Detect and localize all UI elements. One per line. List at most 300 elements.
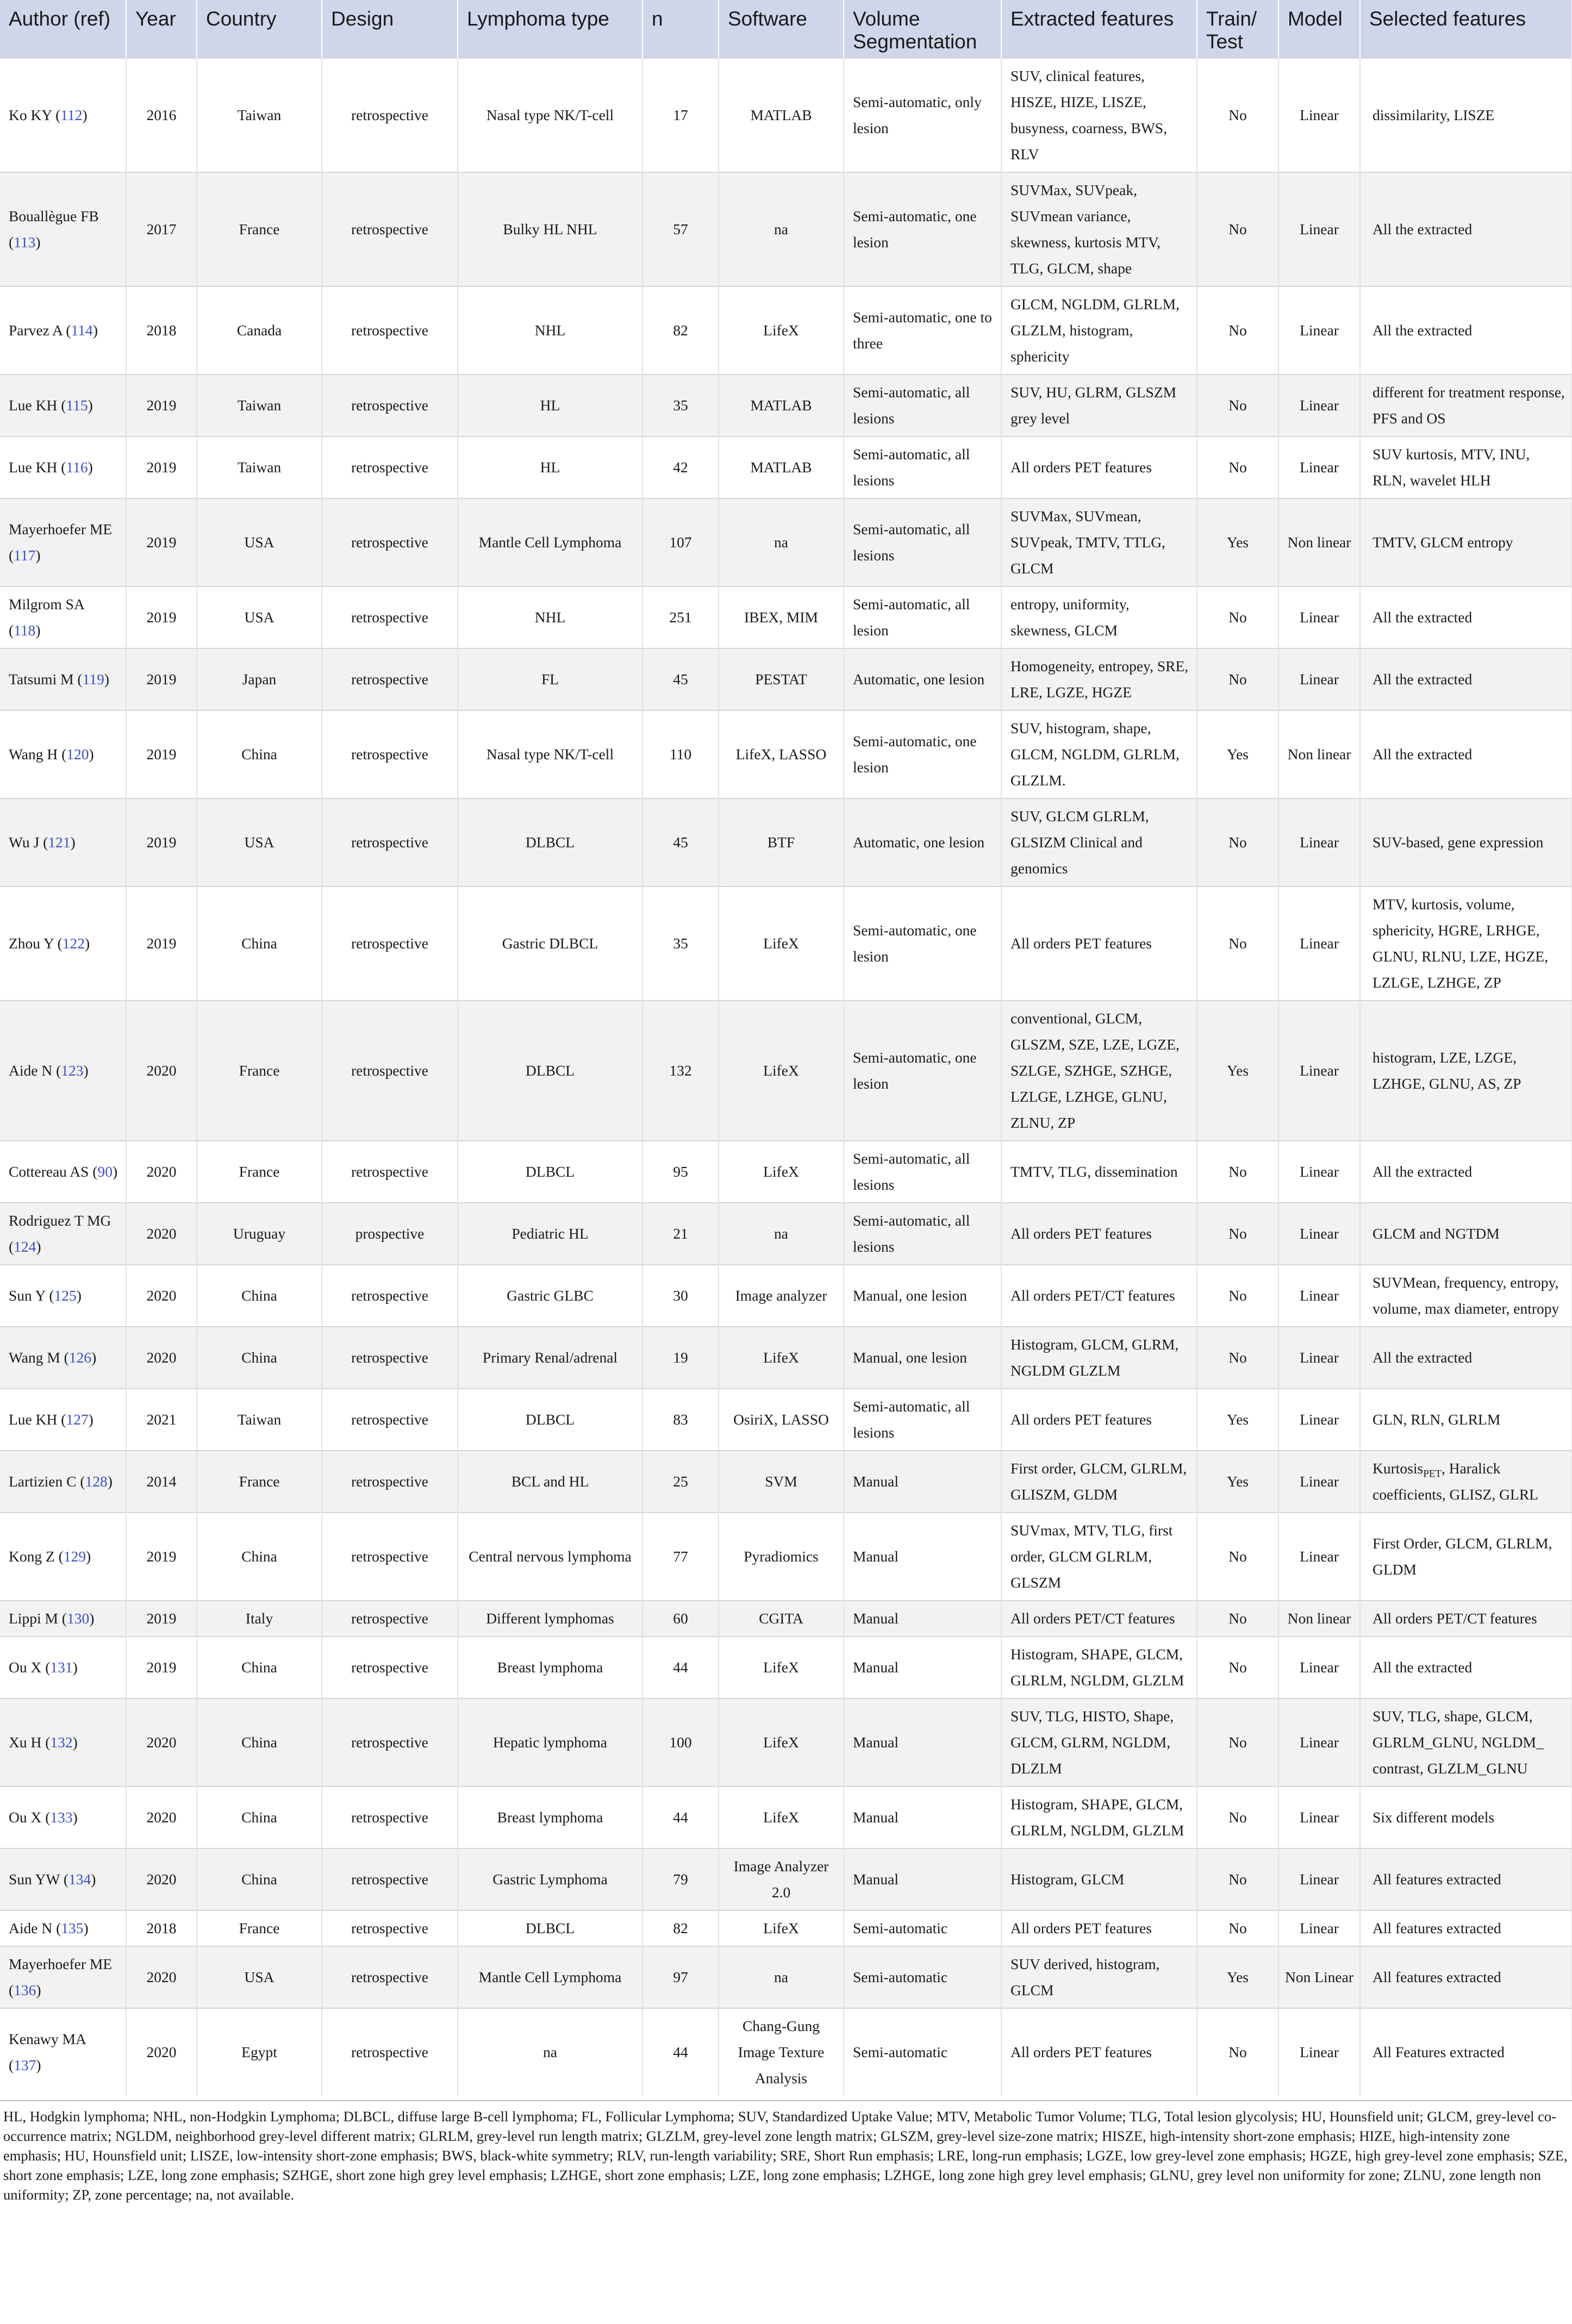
table-body — [0, 58, 1572, 2096]
header-row — [0, 0, 1572, 58]
cell-selected-features: MTV, kurtosis, volume, sphericity, HGRE, LRHGE, GLNU, RLNU, LZE, HGZE, LZLGE, LZHGE, ZP — [1360, 886, 1572, 1001]
cell-n: 35 — [642, 374, 719, 436]
cell-train-test: No — [1197, 1848, 1278, 1910]
cell-software: OsiriX, LASSO — [719, 1389, 844, 1451]
cell-year: 2020 — [126, 1946, 197, 2008]
cell-model: Linear — [1278, 58, 1360, 172]
cell-lymphoma-type: FL — [458, 648, 642, 710]
reference-link[interactable]: 126 — [68, 1349, 92, 1366]
cell-year: 2020 — [126, 1265, 197, 1327]
cell-extracted-features: SUV, clinical features, HISZE, HIZE, LISZE, busyness, coarness, BWS, RLV — [1001, 58, 1197, 172]
cell-lymphoma-type: Primary Renal/adrenal — [458, 1327, 642, 1389]
cell-extracted-features: All orders PET features — [1001, 1389, 1197, 1451]
cell-country: France — [197, 1001, 322, 1141]
cell-selected-features: All the extracted — [1360, 1636, 1572, 1698]
cell-lymphoma-type: Breast lymphoma — [458, 1636, 642, 1698]
cell-software: na — [719, 498, 844, 586]
cell-train-test: No — [1197, 1910, 1278, 1946]
header-n: n — [642, 0, 719, 58]
cell-model: Linear — [1278, 374, 1360, 436]
cell-year: 2019 — [126, 1636, 197, 1698]
cell-design: retrospective — [322, 1513, 458, 1601]
table-row — [0, 1848, 1572, 1910]
author-name: Zhou Y — [9, 935, 54, 952]
header-selected-features: Selected features — [1360, 0, 1572, 58]
reference-link[interactable]: 114 — [71, 322, 93, 339]
cell-volume-segmentation: Semi-automatic, all lesion — [844, 586, 1001, 648]
header-author: Author (ref) — [0, 0, 126, 58]
cell-n: 132 — [642, 1001, 719, 1141]
cell-volume-segmentation: Manual — [844, 1636, 1001, 1698]
cell-design: retrospective — [322, 498, 458, 586]
table-row — [0, 1389, 1572, 1451]
cell-train-test: No — [1197, 1636, 1278, 1698]
cell-n: 95 — [642, 1141, 719, 1203]
cell-volume-segmentation: Semi-automatic, all lesions — [844, 1389, 1001, 1451]
reference-link[interactable]: 136 — [14, 1982, 36, 1998]
cell-n: 60 — [642, 1601, 719, 1636]
cell-year: 2019 — [126, 498, 197, 586]
reference-link[interactable]: 130 — [66, 1610, 90, 1627]
header-volume-segmentation: Volume Segmentation — [844, 0, 1001, 58]
cell-author: Kenawy MA (137) — [0, 2008, 126, 2096]
cell-design: retrospective — [322, 2008, 458, 2096]
cell-model: Linear — [1278, 1786, 1360, 1848]
cell-volume-segmentation: Semi-automatic, only lesion — [844, 58, 1001, 172]
cell-author: Xu H (132) — [0, 1698, 126, 1786]
footnote-text: HL, Hodgkin lymphoma; NHL, non-Hodgkin Lymphoma; DLBCL, diffuse large B-cell lymphoma; FL, Follicular Lymphoma; SUV, Standardized Uptake Value; MTV, Metabolic Tumor Volume; TLG, Total lesion glycolysis; HU, Hounsfield unit; GLCM, grey-level co-occurrence matrix; NGLDM, neighborhood grey-level different matrix; GLRLM, grey-level run length matrix; GLZLM, grey-level zone length matrix; GLSZM, grey-level size-zone matrix; HISZE, high-intensity short-zone emphasis; HIZE, high-intensity zone emphasis; HU, Hounsfield unit; LISZE, low-intensity short-zone emphasis; BWS, black-white symmetry; RLV, run-length variability; SRE, Short Run emphasis; LRE, long-run emphasis; LGZE, low grey-level zone emphasis; HGZE, high grey-level zone emphasis; SZE, short zone emphasis; LZE, long zone emphasis; SZHGE, short zone high grey level emphasis; LZHGE, short zone emphasis; LZE, long zone emphasis; LZHGE, long zone high grey level emphasis; GLNU, grey level non uniformity for zone; ZLNU, zone length non uniformity; ZP, zone percentage; na, not available. — [3, 2108, 1568, 2203]
cell-train-test: Yes — [1197, 498, 1278, 586]
cell-lymphoma-type: Mantle Cell Lymphoma — [458, 1946, 642, 2008]
cell-train-test: No — [1197, 1141, 1278, 1203]
cell-n: 45 — [642, 648, 719, 710]
author-name: Sun Y — [9, 1287, 46, 1304]
cell-lymphoma-type: DLBCL — [458, 1141, 642, 1203]
table-row — [0, 1513, 1572, 1601]
cell-country: China — [197, 1327, 322, 1389]
cell-lymphoma-type: Breast lymphoma — [458, 1786, 642, 1848]
reference-link[interactable]: 90 — [97, 1163, 113, 1180]
header-lymphoma-type: Lymphoma type — [458, 0, 642, 58]
cell-extracted-features: Histogram, SHAPE, GLCM, GLRLM, NGLDM, GLZLM — [1001, 1786, 1197, 1848]
cell-software: LifeX — [719, 1698, 844, 1786]
reference-link[interactable]: 120 — [66, 746, 89, 763]
cell-author: Lippi M (130) — [0, 1601, 126, 1636]
cell-software: Pyradiomics — [719, 1513, 844, 1601]
cell-software: IBEX, MIM — [719, 586, 844, 648]
author-name: Aide N — [9, 1920, 53, 1936]
cell-year: 2018 — [126, 1910, 197, 1946]
cell-volume-segmentation: Semi-automatic, one lesion — [844, 1001, 1001, 1141]
cell-model: Linear — [1278, 1203, 1360, 1265]
cell-volume-segmentation: Semi-automatic — [844, 1910, 1001, 1946]
cell-model: Linear — [1278, 886, 1360, 1001]
cell-year: 2020 — [126, 2008, 197, 2096]
cell-train-test: No — [1197, 1203, 1278, 1265]
cell-extracted-features: Homogeneity, entropey, SRE, LRE, LGZE, HGZE — [1001, 648, 1197, 710]
cell-lymphoma-type: HL — [458, 436, 642, 498]
author-name: Sun YW — [9, 1871, 60, 1888]
cell-year: 2019 — [126, 374, 197, 436]
cell-train-test: No — [1197, 1513, 1278, 1601]
author-name: Mayerhoefer ME — [9, 1956, 113, 1972]
cell-selected-features: dissimilarity, LISZE — [1360, 58, 1572, 172]
table-row — [0, 374, 1572, 436]
table-header — [0, 0, 1572, 58]
cell-author: Lartizien C (128) — [0, 1451, 126, 1513]
reference-link[interactable]: 134 — [68, 1871, 91, 1888]
author-name: Parvez A — [9, 322, 63, 339]
cell-extracted-features: All orders PET features — [1001, 2008, 1197, 2096]
table-row — [0, 498, 1572, 586]
cell-lymphoma-type: Bulky HL NHL — [458, 172, 642, 286]
cell-country: USA — [197, 498, 322, 586]
cell-software: LifeX — [719, 1141, 844, 1203]
cell-train-test: No — [1197, 1265, 1278, 1327]
cell-year: 2020 — [126, 1786, 197, 1848]
cell-n: 30 — [642, 1265, 719, 1327]
cell-n: 21 — [642, 1203, 719, 1265]
author-name: Tatsumi M — [9, 671, 74, 688]
author-name: Lue KH — [9, 397, 58, 414]
cell-n: 45 — [642, 798, 719, 886]
cell-volume-segmentation: Manual, one lesion — [844, 1265, 1001, 1327]
cell-volume-segmentation: Manual — [844, 1786, 1001, 1848]
cell-n: 110 — [642, 710, 719, 798]
cell-volume-segmentation: Manual — [844, 1601, 1001, 1636]
cell-design: retrospective — [322, 586, 458, 648]
reference-link[interactable]: 118 — [14, 622, 36, 639]
cell-author: Mayerhoefer ME (117) — [0, 498, 126, 586]
cell-author: Milgrom SA (118) — [0, 586, 126, 648]
cell-country: China — [197, 1786, 322, 1848]
cell-year: 2019 — [126, 648, 197, 710]
cell-model: Linear — [1278, 1848, 1360, 1910]
table-row — [0, 2008, 1572, 2096]
reference-link[interactable]: 137 — [14, 2057, 36, 2073]
cell-train-test: No — [1197, 172, 1278, 286]
cell-volume-segmentation: Automatic, one lesion — [844, 648, 1001, 710]
reference-link[interactable]: 135 — [61, 1920, 84, 1936]
cell-train-test: Yes — [1197, 1389, 1278, 1451]
cell-train-test: No — [1197, 648, 1278, 710]
reference-link[interactable]: 123 — [61, 1062, 84, 1079]
cell-design: retrospective — [322, 1001, 458, 1141]
table-row — [0, 1265, 1572, 1327]
cell-volume-segmentation: Automatic, one lesion — [844, 798, 1001, 886]
cell-design: retrospective — [322, 710, 458, 798]
author-name: Mayerhoefer ME — [9, 521, 113, 538]
cell-author: Parvez A (114) — [0, 286, 126, 374]
cell-extracted-features: SUVmax, MTV, TLG, first order, GLCM GLRLM, GLSZM — [1001, 1513, 1197, 1601]
cell-n: 35 — [642, 886, 719, 1001]
table-row — [0, 1601, 1572, 1636]
cell-n: 79 — [642, 1848, 719, 1910]
cell-author: Ou X (133) — [0, 1786, 126, 1848]
cell-extracted-features: SUV derived, histogram, GLCM — [1001, 1946, 1197, 2008]
cell-author: Ko KY (112) — [0, 58, 126, 172]
cell-model: Non linear — [1278, 1601, 1360, 1636]
author-name: Ou X — [9, 1659, 42, 1676]
cell-model: Linear — [1278, 2008, 1360, 2096]
author-name: Aide N — [9, 1062, 53, 1079]
cell-n: 57 — [642, 172, 719, 286]
cell-software: BTF — [719, 798, 844, 886]
cell-year: 2019 — [126, 586, 197, 648]
reference-link[interactable]: 127 — [66, 1411, 89, 1428]
selected-rest: , Haralick coefficients, GLISZ, GLRL — [1373, 1460, 1538, 1503]
cell-design: retrospective — [322, 1636, 458, 1698]
cell-country: Taiwan — [197, 374, 322, 436]
reference-link[interactable]: 124 — [14, 1238, 36, 1255]
cell-selected-features: SUVMean, frequency, entropy, volume, max diameter, entropy — [1360, 1265, 1572, 1327]
cell-software: MATLAB — [719, 374, 844, 436]
cell-design: prospective — [322, 1203, 458, 1265]
cell-country: China — [197, 1636, 322, 1698]
reference-link[interactable]: 125 — [54, 1287, 77, 1304]
cell-software: LifeX — [719, 286, 844, 374]
cell-selected-features: All the extracted — [1360, 1141, 1572, 1203]
cell-selected-features: TMTV, GLCM entropy — [1360, 498, 1572, 586]
cell-model: Linear — [1278, 1451, 1360, 1513]
reference-link[interactable]: 117 — [14, 547, 36, 564]
cell-lymphoma-type: DLBCL — [458, 1001, 642, 1141]
cell-design: retrospective — [322, 1141, 458, 1203]
cell-model: Linear — [1278, 586, 1360, 648]
cell-extracted-features: conventional, GLCM, GLSZM, SZE, LZE, LGZE, SZLGE, SZHGE, SZHGE, LZLGE, LZHGE, GLNU, ZLNU, ZP — [1001, 1001, 1197, 1141]
reference-link[interactable]: 119 — [82, 671, 104, 688]
cell-country: USA — [197, 586, 322, 648]
cell-extracted-features: All orders PET features — [1001, 436, 1197, 498]
cell-country: China — [197, 710, 322, 798]
table-row — [0, 1001, 1572, 1141]
cell-n: 44 — [642, 1636, 719, 1698]
cell-train-test: No — [1197, 58, 1278, 172]
cell-author: Mayerhoefer ME (136) — [0, 1946, 126, 2008]
table-row — [0, 436, 1572, 498]
header-model: Model — [1278, 0, 1360, 58]
cell-software: Image analyzer — [719, 1265, 844, 1327]
cell-design: retrospective — [322, 1848, 458, 1910]
cell-lymphoma-type: NHL — [458, 286, 642, 374]
table-row — [0, 1946, 1572, 2008]
cell-design: retrospective — [322, 1451, 458, 1513]
table-row — [0, 1698, 1572, 1786]
cell-year: 2016 — [126, 58, 197, 172]
cell-extracted-features: GLCM, NGLDM, GLRLM, GLZLM, histogram, sphericity — [1001, 286, 1197, 374]
cell-selected-features — [1360, 1451, 1572, 1513]
cell-selected-features: All the extracted — [1360, 286, 1572, 374]
author-name: Xu H — [9, 1734, 42, 1751]
cell-year: 2019 — [126, 1601, 197, 1636]
cell-volume-segmentation: Semi-automatic, all lesions — [844, 436, 1001, 498]
cell-n: 97 — [642, 1946, 719, 2008]
reference-link[interactable]: 115 — [66, 397, 88, 414]
table-row — [0, 586, 1572, 648]
author-name: Rodriguez T MG — [9, 1212, 111, 1229]
cell-extracted-features: Histogram, SHAPE, GLCM, GLRLM, NGLDM, GLZLM — [1001, 1636, 1197, 1698]
cell-year: 2020 — [126, 1001, 197, 1141]
cell-lymphoma-type: HL — [458, 374, 642, 436]
table-row — [0, 1910, 1572, 1946]
cell-selected-features: SUV kurtosis, MTV, INU, RLN, wavelet HLH — [1360, 436, 1572, 498]
reference-link[interactable]: 132 — [50, 1734, 73, 1751]
cell-author: Wang H (120) — [0, 710, 126, 798]
cell-author: Cottereau AS (90) — [0, 1141, 126, 1203]
cell-country: Canada — [197, 286, 322, 374]
table-row — [0, 1451, 1572, 1513]
author-name: Lue KH — [9, 1411, 58, 1428]
cell-volume-segmentation: Semi-automatic, all lesions — [844, 498, 1001, 586]
cell-country: China — [197, 1265, 322, 1327]
cell-lymphoma-type: DLBCL — [458, 1389, 642, 1451]
cell-train-test: No — [1197, 886, 1278, 1001]
cell-model: Linear — [1278, 1910, 1360, 1946]
cell-design: retrospective — [322, 1698, 458, 1786]
cell-country: France — [197, 1141, 322, 1203]
cell-year: 2019 — [126, 886, 197, 1001]
cell-n: 42 — [642, 436, 719, 498]
header-country: Country — [197, 0, 322, 58]
cell-n: 107 — [642, 498, 719, 586]
reference-link[interactable]: 129 — [63, 1548, 86, 1565]
cell-country: USA — [197, 798, 322, 886]
cell-extracted-features: All orders PET/CT features — [1001, 1601, 1197, 1636]
cell-software: LifeX — [719, 1001, 844, 1141]
cell-n: 82 — [642, 286, 719, 374]
cell-model: Linear — [1278, 1698, 1360, 1786]
cell-train-test: No — [1197, 374, 1278, 436]
cell-year: 2019 — [126, 798, 197, 886]
author-name: Wu J — [9, 834, 40, 851]
cell-train-test: No — [1197, 1698, 1278, 1786]
reference-link[interactable]: 128 — [85, 1473, 108, 1490]
cell-selected-features: All Features extracted — [1360, 2008, 1572, 2096]
cell-train-test: No — [1197, 1327, 1278, 1389]
selected-prefix: Kurtosis — [1373, 1460, 1424, 1477]
cell-lymphoma-type: DLBCL — [458, 798, 642, 886]
author-name: Lue KH — [9, 459, 58, 476]
cell-lymphoma-type: Different lymphomas — [458, 1601, 642, 1636]
cell-model: Linear — [1278, 1513, 1360, 1601]
header-software: Software — [719, 0, 844, 58]
cell-extracted-features: SUV, TLG, HISTO, Shape, GLCM, GLRM, NGLDM, DLZLM — [1001, 1698, 1197, 1786]
cell-volume-segmentation: Semi-automatic — [844, 1946, 1001, 2008]
header-design: Design — [322, 0, 458, 58]
cell-n: 44 — [642, 2008, 719, 2096]
cell-software: LifeX — [719, 1327, 844, 1389]
cell-selected-features: histogram, LZE, LZGE, LZHGE, GLNU, AS, ZP — [1360, 1001, 1572, 1141]
cell-year: 2019 — [126, 710, 197, 798]
cell-year: 2020 — [126, 1848, 197, 1910]
table-row — [0, 172, 1572, 286]
reference-link[interactable]: 131 — [50, 1659, 73, 1676]
cell-software: LifeX — [719, 1636, 844, 1698]
cell-model: Linear — [1278, 1389, 1360, 1451]
author-name: Kenawy MA — [9, 2031, 86, 2047]
cell-author: Aide N (135) — [0, 1910, 126, 1946]
author-name: Ou X — [9, 1809, 42, 1826]
cell-software: LifeX — [719, 886, 844, 1001]
table-row — [0, 58, 1572, 172]
cell-model: Non linear — [1278, 710, 1360, 798]
cell-software: na — [719, 1946, 844, 2008]
cell-year: 2021 — [126, 1389, 197, 1451]
cell-author: Tatsumi M (119) — [0, 648, 126, 710]
cell-author: Wu J (121) — [0, 798, 126, 886]
cell-country: Japan — [197, 648, 322, 710]
cell-selected-features: First Order, GLCM, GLRLM, GLDM — [1360, 1513, 1572, 1601]
cell-selected-features: SUV-based, gene expression — [1360, 798, 1572, 886]
cell-design: retrospective — [322, 798, 458, 886]
cell-selected-features: different for treatment response, PFS and OS — [1360, 374, 1572, 436]
cell-author: Lue KH (115) — [0, 374, 126, 436]
cell-model: Non Linear — [1278, 1946, 1360, 2008]
cell-year: 2017 — [126, 172, 197, 286]
cell-lymphoma-type: Mantle Cell Lymphoma — [458, 498, 642, 586]
cell-n: 251 — [642, 586, 719, 648]
reference-link[interactable]: 113 — [14, 234, 36, 251]
selected-subscript: PET — [1423, 1468, 1442, 1480]
cell-volume-segmentation: Semi-automatic, one lesion — [844, 886, 1001, 1001]
author-name: Cottereau AS — [9, 1163, 89, 1180]
author-name: Wang M — [9, 1349, 60, 1366]
cell-design: retrospective — [322, 1265, 458, 1327]
cell-n: 44 — [642, 1786, 719, 1848]
cell-extracted-features: All orders PET features — [1001, 1910, 1197, 1946]
reference-link[interactable]: 116 — [66, 459, 88, 476]
cell-selected-features: All features extracted — [1360, 1946, 1572, 2008]
reference-link[interactable]: 122 — [62, 935, 85, 952]
cell-selected-features: All the extracted — [1360, 710, 1572, 798]
table-row — [0, 798, 1572, 886]
cell-model: Non linear — [1278, 498, 1360, 586]
cell-lymphoma-type: Gastric Lymphoma — [458, 1848, 642, 1910]
cell-software: na — [719, 172, 844, 286]
cell-author: Bouallègue FB (113) — [0, 172, 126, 286]
cell-design: retrospective — [322, 648, 458, 710]
cell-selected-features: All the extracted — [1360, 172, 1572, 286]
cell-design: retrospective — [322, 1327, 458, 1389]
cell-software: na — [719, 1203, 844, 1265]
cell-volume-segmentation: Semi-automatic, all lesions — [844, 1141, 1001, 1203]
cell-lymphoma-type: Nasal type NK/T-cell — [458, 58, 642, 172]
cell-author: Kong Z (129) — [0, 1513, 126, 1601]
cell-train-test: Yes — [1197, 1946, 1278, 2008]
cell-design: retrospective — [322, 1786, 458, 1848]
cell-country: Taiwan — [197, 1389, 322, 1451]
cell-software: LifeX, LASSO — [719, 710, 844, 798]
cell-software: Image Analyzer 2.0 — [719, 1848, 844, 1910]
reference-link[interactable]: 133 — [50, 1809, 73, 1826]
cell-train-test: No — [1197, 586, 1278, 648]
cell-design: retrospective — [322, 436, 458, 498]
table-footnote — [0, 2100, 1572, 2204]
reference-link[interactable]: 112 — [60, 107, 83, 123]
cell-volume-segmentation: Manual — [844, 1451, 1001, 1513]
cell-author: Lue KH (127) — [0, 1389, 126, 1451]
author-name: Ko KY — [9, 107, 52, 123]
cell-lymphoma-type: Hepatic lymphoma — [458, 1698, 642, 1786]
cell-selected-features: All the extracted — [1360, 1327, 1572, 1389]
reference-link[interactable]: 121 — [48, 834, 71, 851]
cell-software: LifeX — [719, 1910, 844, 1946]
table-row — [0, 1203, 1572, 1265]
cell-train-test: No — [1197, 436, 1278, 498]
cell-volume-segmentation: Manual — [844, 1698, 1001, 1786]
cell-software: LifeX — [719, 1786, 844, 1848]
cell-volume-segmentation: Semi-automatic, all lesions — [844, 1203, 1001, 1265]
